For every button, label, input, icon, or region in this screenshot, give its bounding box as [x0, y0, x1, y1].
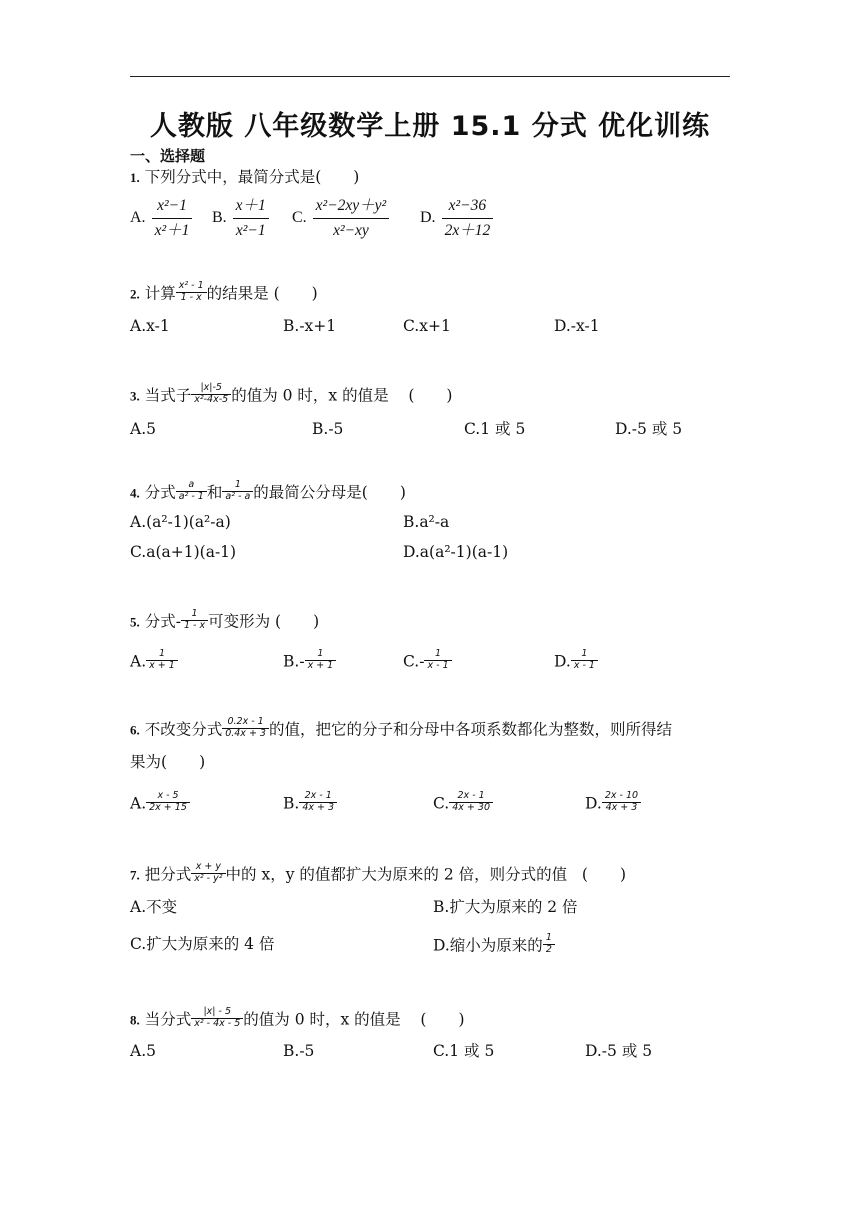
- question-stem: 把分式: [144, 865, 192, 884]
- question-number: 3.: [130, 388, 140, 404]
- option-d: [554, 648, 598, 674]
- option-label: B.: [212, 209, 227, 227]
- option-b: B.-5: [312, 420, 344, 438]
- question-5: [130, 608, 320, 634]
- option-a: [130, 648, 178, 674]
- option-a: A.5: [130, 420, 156, 438]
- fraction: [233, 197, 269, 240]
- option-b: B.-x+1: [283, 317, 337, 335]
- option-d: D.-x-1: [554, 317, 600, 335]
- question-number: 4.: [130, 485, 140, 501]
- option-c: [403, 648, 452, 674]
- question-7: [130, 861, 627, 887]
- denominator: a² - a: [225, 490, 251, 502]
- denominator: 2x＋12: [444, 221, 491, 239]
- option-label: D.: [554, 652, 571, 671]
- section-heading: 一、选择题: [130, 147, 206, 165]
- option-b: [283, 790, 337, 816]
- paren-close: ): [313, 612, 320, 631]
- denominator: x²＋1: [154, 221, 190, 239]
- option-label: A.: [130, 209, 146, 227]
- option-label: B.: [283, 794, 300, 813]
- numerator: 1: [234, 479, 241, 490]
- numerator: 2x - 10: [604, 790, 639, 801]
- option-label: C.-: [403, 652, 425, 671]
- fraction: [176, 281, 207, 304]
- option-a: A.5: [130, 1042, 156, 1060]
- option-b: B.扩大为原来的 2 倍: [433, 898, 578, 916]
- question-stem: 的值为 0 时，x 的值是: [243, 1010, 401, 1029]
- fraction: [602, 791, 641, 814]
- question-stem: 当式子: [144, 386, 192, 405]
- paren-close: ): [199, 753, 206, 771]
- question-stem: 下列分式中，最简分式是(: [144, 168, 322, 186]
- option-a: A.不变: [130, 898, 178, 916]
- fraction: [191, 862, 225, 885]
- question-stem: 的结果是 (: [206, 284, 280, 303]
- fraction: [299, 791, 337, 814]
- numerator: x²−1: [157, 197, 187, 214]
- paren-open: (: [581, 865, 588, 884]
- denominator: x²−1: [235, 221, 266, 239]
- question-stem: 不改变分式: [144, 720, 223, 739]
- denominator: x - 1: [573, 659, 595, 671]
- question-4: [130, 479, 406, 505]
- option-c: C.扩大为原来的 4 倍: [130, 935, 275, 953]
- question-stem: 计算: [144, 284, 176, 303]
- denominator: x² - y²: [194, 872, 223, 884]
- question-number: 8.: [130, 1012, 140, 1028]
- question-stem: 的最简公分母是(: [253, 483, 368, 502]
- question-stem: 分式: [144, 483, 176, 502]
- option-label: A.: [130, 652, 147, 671]
- fraction: [222, 480, 253, 503]
- numerator: x² - 1: [178, 280, 204, 291]
- option-d: [420, 197, 493, 240]
- question-stem: 中的 x，y 的值都扩大为原来的 2 倍，则分式的值: [225, 865, 568, 884]
- option-a: A.(a²-1)(a²-a): [130, 513, 231, 531]
- fraction: [146, 649, 178, 672]
- fraction: [442, 197, 494, 240]
- question-number: 1.: [130, 170, 140, 185]
- option-c: C.a(a+1)(a-1): [130, 543, 237, 561]
- option-c: C.1 或 5: [433, 1042, 495, 1060]
- paren-close: ): [619, 865, 627, 884]
- paren-close: ): [446, 386, 453, 405]
- denominator: 2: [545, 943, 552, 955]
- question-3: [130, 382, 453, 408]
- denominator: x²-4x-5: [194, 393, 229, 405]
- denominator: x²−xy: [333, 221, 369, 239]
- denominator: 1 - x: [180, 291, 202, 303]
- question-stem: 可变形为 (: [208, 612, 282, 631]
- question-stem: 果为(: [130, 753, 168, 771]
- denominator: 2x + 15: [149, 801, 187, 813]
- option-b: B.-5: [283, 1042, 315, 1060]
- numerator: 1: [317, 648, 324, 659]
- fraction: [449, 791, 493, 814]
- header-rule: [130, 76, 730, 77]
- question-number: 6.: [130, 722, 140, 738]
- fraction: [152, 197, 193, 240]
- numerator: |x| - 5: [203, 1006, 232, 1017]
- fraction: [543, 933, 555, 956]
- question-number: 7.: [130, 867, 140, 883]
- fraction: [191, 383, 231, 406]
- numerator: 1: [158, 648, 165, 659]
- option-b: [283, 648, 336, 674]
- numerator: 1: [191, 608, 198, 619]
- option-label: C.: [292, 209, 307, 227]
- denominator: x + 1: [307, 659, 334, 671]
- numerator: 1: [581, 648, 588, 659]
- denominator: 0.4x + 3: [225, 727, 266, 739]
- option-d: D.a(a²-1)(a-1): [403, 543, 509, 561]
- paren-close: ): [458, 1010, 465, 1029]
- option-c: [292, 197, 389, 240]
- page-title: 人教版 八年级数学上册 15.1 分式 优化训练: [149, 111, 711, 142]
- paren-open: (: [408, 386, 415, 405]
- denominator: 4x + 3: [302, 801, 335, 813]
- fraction: [191, 1007, 243, 1030]
- denominator: x - 1: [427, 659, 449, 671]
- numerator: x＋1: [235, 197, 266, 214]
- option-label: B.-: [283, 652, 305, 671]
- numerator: x²−2xy＋y²: [315, 197, 387, 214]
- paren-close: ): [353, 168, 360, 186]
- option-label: D.: [420, 209, 436, 227]
- paren-close: ): [399, 483, 406, 502]
- question-stem: 的值，把它的分子和分母中各项系数都化为整数，则所得结: [268, 720, 672, 739]
- option-c: C.1 或 5: [464, 420, 526, 438]
- question-number: 5.: [130, 614, 140, 630]
- fraction: [424, 649, 451, 672]
- fraction: [181, 609, 208, 632]
- numerator: x + y: [195, 861, 221, 872]
- question-1: [130, 170, 359, 186]
- denominator: x² - 4x - 5: [194, 1017, 241, 1029]
- numerator: a: [188, 479, 195, 490]
- numerator: 1: [435, 648, 442, 659]
- question-stem: 的值为 0 时，x 的值是: [231, 386, 389, 405]
- denominator: a² - 1: [178, 490, 204, 502]
- option-a: A.x-1: [130, 317, 170, 335]
- option-c: [433, 790, 493, 816]
- fraction: [176, 480, 207, 503]
- question-6: [130, 716, 672, 742]
- option-label: D.: [585, 794, 602, 813]
- numerator: |x|-5: [200, 382, 222, 393]
- question-number: 2.: [130, 286, 140, 302]
- numerator: x - 5: [157, 790, 179, 801]
- option-a: [130, 197, 192, 240]
- denominator: x + 1: [149, 659, 175, 671]
- fraction: [313, 197, 390, 240]
- numerator: 1: [545, 932, 552, 943]
- option-label: A.: [130, 794, 147, 813]
- option-d: D.-5 或 5: [615, 420, 683, 438]
- paren-close: ): [311, 284, 318, 303]
- option-d: [433, 932, 555, 958]
- fraction: [305, 649, 337, 672]
- question-6-continued: [130, 755, 205, 771]
- numerator: 2x - 1: [457, 790, 485, 801]
- fraction: [222, 717, 269, 740]
- question-8: [130, 1006, 465, 1032]
- denominator: 4x + 3: [605, 801, 638, 813]
- option-b: B.a²-a: [403, 513, 450, 531]
- option-a: [130, 790, 190, 816]
- question-stem: 分式-: [144, 612, 181, 631]
- question-stem: 当分式: [144, 1010, 192, 1029]
- fraction: [146, 791, 190, 814]
- denominator: 4x + 30: [452, 801, 490, 813]
- option-label: C.: [433, 794, 450, 813]
- denominator: 1 - x: [183, 619, 206, 631]
- paren-open: (: [420, 1010, 427, 1029]
- option-b: [212, 197, 269, 240]
- numerator: x²−36: [448, 197, 487, 214]
- question-2: [130, 280, 318, 306]
- option-c: C.x+1: [403, 317, 451, 335]
- numerator: 2x - 1: [304, 790, 332, 801]
- question-stem: 和: [206, 483, 223, 502]
- option-d: D.-5 或 5: [585, 1042, 653, 1060]
- option-label: D.缩小为原来的: [433, 936, 543, 955]
- option-d: [585, 790, 641, 816]
- fraction: [571, 649, 598, 672]
- numerator: 0.2x - 1: [227, 716, 264, 727]
